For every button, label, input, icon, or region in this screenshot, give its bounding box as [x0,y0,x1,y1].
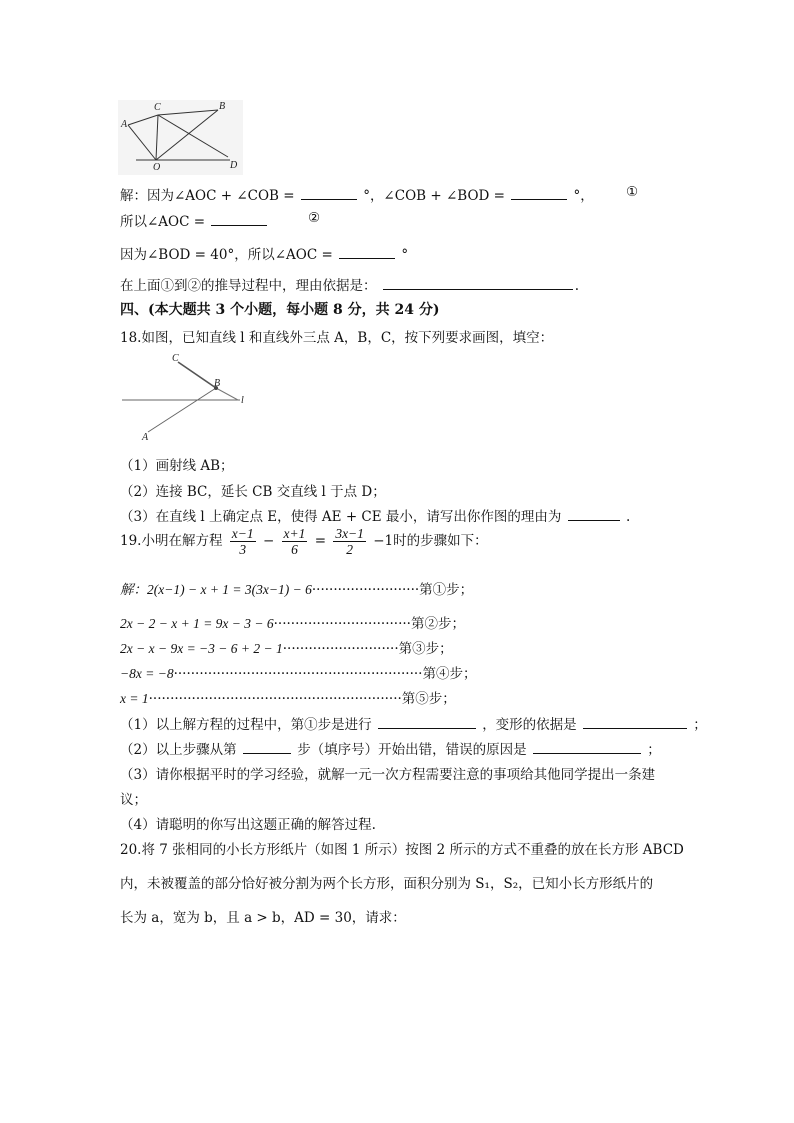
q20-line-1: 20.将 7 张相同的小长方形纸片（如图 1 所示）按图 2 所示的方式不重叠的放在长方形 ABCD [120,842,684,858]
step-dots: ··························· [282,641,399,657]
q17-mark-2: ② [308,210,321,226]
fraction-denominator: 3 [239,542,247,557]
step-tag: 第⑤步； [401,691,456,707]
q17-line3-a: 因为∠BOD = 40°，所以∠AOC = [120,247,333,263]
solution-step [120,662,476,682]
label-A: A [121,119,128,130]
label-A: A [142,432,149,443]
answer-blank[interactable] [378,716,476,729]
q18-item-1: （1）画射线 AB； [120,458,234,474]
label-l: l [241,395,244,406]
answer-blank[interactable] [568,508,620,521]
fraction [282,526,308,557]
q19-sub-3-b: 议； [120,792,147,808]
q17-line1-b: °，∠COB + ∠BOD = [363,188,505,204]
step-tag: 第②步； [410,616,465,632]
q17-line1-a: 解：因为∠AOC + ∠COB = [120,188,295,204]
label-B: B [214,378,221,389]
fraction-denominator: 2 [346,542,353,557]
step-dots: ··························································· [148,691,402,707]
fraction [230,526,256,557]
answer-blank[interactable] [383,277,573,290]
step-equation: −8x = −8 [120,666,174,681]
q17-line4-text: 在上面①到②的推导过程中，理由依据是： [120,278,377,294]
section-heading: 四、(本大题共 3 个小题，每小题 8 分，共 24 分) [120,302,440,318]
step-equation: 2x − 2 − x + 1 = 9x − 3 − 6 [120,616,274,631]
q17-line4: 在上面①到②的推导过程中，理由依据是： . [120,278,580,294]
q19-sub-1-b: ，变形的依据是 [482,717,577,733]
minus-sign: − [262,533,275,549]
q19-stem [120,526,488,557]
solution-step [120,637,453,657]
q19-sub-1-a: （1）以上解方程的过程中，第①步是进行 [120,717,372,733]
step-equation: x = 1 [120,691,149,706]
step-tag: 第③步； [398,641,453,657]
step-dots: ························· [311,582,420,598]
q19-sub-4: （4）请聪明的你写出这题正确的解答过程. [120,817,376,833]
line-figure [120,350,255,445]
fraction-numerator: 3x−1 [335,526,364,541]
q17-line2-a: 所以∠AOC = [120,214,206,230]
q17-mark-1: ① [626,184,639,200]
q19-stem-b: −1时的步骤如下： [373,533,488,549]
q17-line1-c: °， [573,188,594,204]
q19-sub-1 [120,713,707,733]
answer-blank[interactable] [243,741,291,754]
answer-blank[interactable] [211,213,267,226]
q17-line1 [120,184,594,204]
fraction-numerator: x−1 [231,526,254,541]
angle-figure [118,100,243,175]
step-dots: ································ [273,616,411,632]
q19-sub-2-b: 步（填序号）开始出错，错误的原因是 [297,742,527,758]
q19-sub-2-end: ； [647,742,661,758]
q18-item-3 [120,505,630,525]
q19-stem-a: 19.小明在解方程 [120,533,223,549]
fraction-denominator: 6 [291,542,298,557]
q18-item-3-text: （3）在直线 l 上确定点 E，使得 AE + CE 最小，请写出你作图的理由为 [120,509,562,525]
q20-line-2: 内，未被覆盖的部分恰好被分割为两个长方形，面积分别为 S₁，S₂，已知小长方形纸片的 [120,876,654,892]
label-O: O [153,162,161,173]
label-D: D [230,160,238,171]
q19-sub-2-a: （2）以上步骤从第 [120,742,237,758]
step-dots: ·························································· [173,666,423,682]
solution-step [120,612,465,632]
fraction-numerator: x+1 [283,526,306,541]
q17-line3-b: ° [401,247,409,263]
step-tag: 第①步； [419,582,474,598]
q17-line2 [120,210,269,230]
q17-line3 [120,243,408,263]
answer-blank[interactable] [533,741,641,754]
step-tag: 第④步； [422,666,477,682]
q19-sub-3-a: （3）请你根据平时的学习经验，就解一元一次方程需要注意的事项给其他同学提出一条建 [120,767,656,783]
q18-stem: 18.如图，已知直线 l 和直线外三点 A，B，C，按下列要求画图，填空： [120,330,554,346]
q18-item-2: （2）连接 BC，延长 CB 交直线 l 于点 D； [120,484,386,500]
answer-blank[interactable] [583,716,687,729]
equals-sign: = [314,533,327,549]
q20-line-3: 长为 a，宽为 b，且 a > b，AD = 30，请求： [120,910,406,926]
q18-item-3-end: . [626,509,631,525]
answer-blank[interactable] [339,246,395,259]
label-C: C [154,102,161,113]
answer-blank[interactable] [301,187,357,200]
q19-sub-1-end: ； [693,717,707,733]
answer-blank[interactable] [511,187,567,200]
fraction [333,526,366,557]
label-B: B [219,101,226,112]
q19-sub-2 [120,738,661,758]
step-equation: 解：2(x−1) − x + 1 = 3(3x−1) − 6 [120,582,312,597]
step-equation: 2x − x − 9x = −3 − 6 + 2 − 1 [120,641,283,656]
solution-step [120,687,456,707]
label-C: C [172,353,179,364]
solution-step [120,578,473,598]
